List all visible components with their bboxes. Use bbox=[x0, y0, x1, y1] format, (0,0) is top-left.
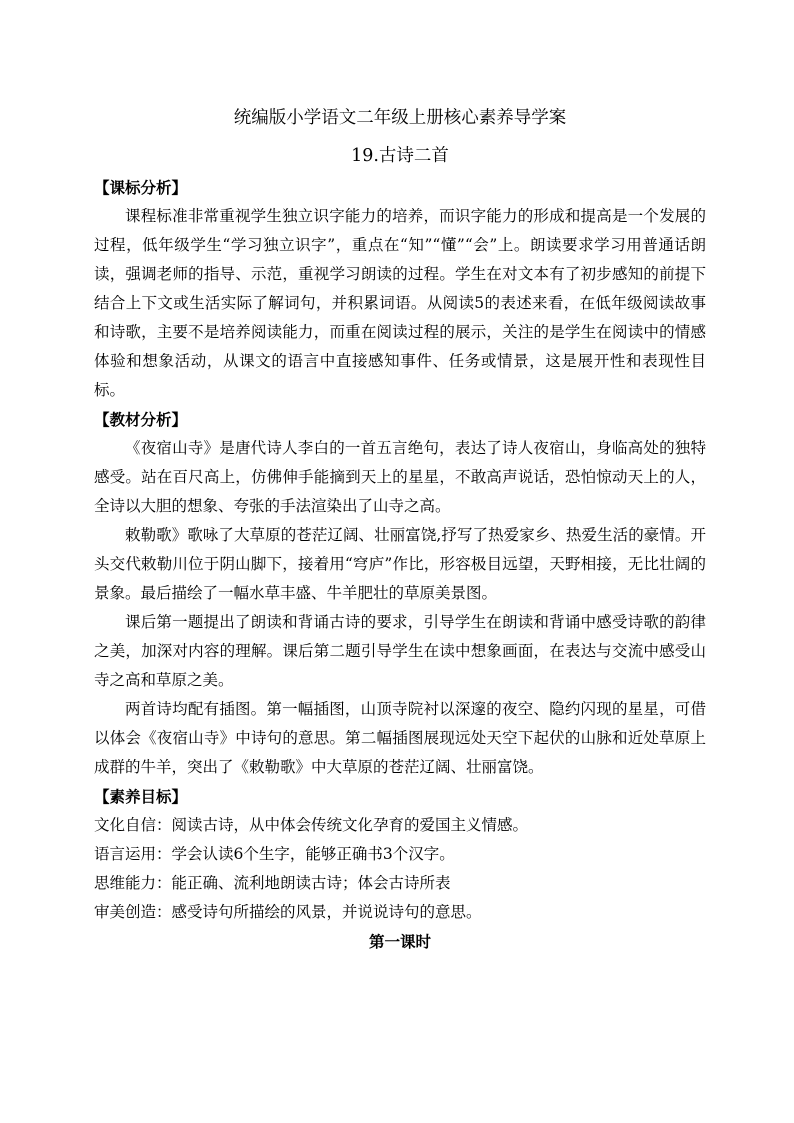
goal-cultural-confidence: 文化自信：阅读古诗，从中体会传统文化孕育的爱国主义情感。 bbox=[94, 816, 529, 834]
literacy-goals-section bbox=[94, 782, 706, 927]
goal-aesthetic-creation: 审美创造：感受诗句所描绘的风景，并说说诗句的意思。 bbox=[94, 903, 482, 921]
textbook-paragraph-2: 敕勒歌》歌咏了大草原的苍茫辽阔、壮丽富饶,抒写了热爱家乡、热爱生活的豪情。开头交代敕勒川位于阴山脚下，接着用“穹庐”作比，形容极目远望，天野相接，无比壮阔的景象。最后描绘了一幅水草丰盛、牛羊肥壮的草原美景图。 bbox=[94, 526, 706, 602]
curriculum-analysis-heading: 【课标分析】 bbox=[94, 178, 188, 197]
curriculum-analysis-section bbox=[94, 173, 706, 405]
textbook-analysis-heading: 【教材分析】 bbox=[94, 410, 188, 429]
document-title: 统编版小学语文二年级上册核心素养导学案 bbox=[233, 108, 567, 128]
first-lesson-label: 第一课时 bbox=[368, 932, 431, 951]
textbook-paragraph-3: 课后第一题提出了朗读和背诵古诗的要求，引导学生在朗读和背诵中感受诗歌的韵律之美，加深对内容的理解。课后第二题引导学生在读中想象画面，在表达与交流中感受山寺之高和草原之美。 bbox=[94, 613, 706, 689]
textbook-analysis-section bbox=[94, 405, 706, 782]
document-page bbox=[94, 100, 706, 956]
textbook-paragraph-1: 《夜宿山寺》是唐代诗人李白的一首五言绝句，表达了诗人夜宿山，身临高处的独特感受。站在百尺高上，仿佛伸手能摘到天上的星星，不敢高声说话，恐怕惊动天上的人，全诗以大胆的想象、夸张的手法渲染出了山寺之高。 bbox=[94, 439, 706, 515]
curriculum-analysis-paragraph: 课程标准非常重视学生独立识字能力的培养，而识字能力的形成和提高是一个发展的过程，低年级学生“学习独立识字”，重点在“知”“懂”“会”上。朗读要求学习用普通话朗读，强调老师的指导、示范，重视学习朗读的过程。学生在对文本有了初步感知的前提下结合上下文或生活实际了解词句，并积累词语。从阅读5的表述来看，在低年级阅读故事和诗歌，主要不是培养阅读能力，而重在阅读过程的展示，关注的是学生在阅读中的情感体验和想象活动，从课文的语言中直接感知事件、任务或情景，这是展开性和表现性目标。 bbox=[94, 207, 706, 399]
textbook-paragraph-4: 两首诗均配有插图。第一幅插图，山顶寺院衬以深邃的夜空、隐约闪现的星星，可借以体会《夜宿山寺》中诗句的意思。第二幅插图展现远处天空下起伏的山脉和近处草原上成群的牛羊，突出了《敕勒歌》中大草原的苍茫辽阔、壮丽富饶。 bbox=[94, 700, 706, 776]
goal-language-use: 语言运用：学会认读6个生字，能够正确书3个汉字。 bbox=[94, 845, 455, 863]
goal-thinking-ability: 思维能力：能正确、流利地朗读古诗；体会古诗所表 bbox=[94, 874, 451, 892]
lesson-title: 19.古诗二首 bbox=[351, 146, 449, 166]
literacy-goals-heading: 【素养目标】 bbox=[94, 787, 188, 806]
